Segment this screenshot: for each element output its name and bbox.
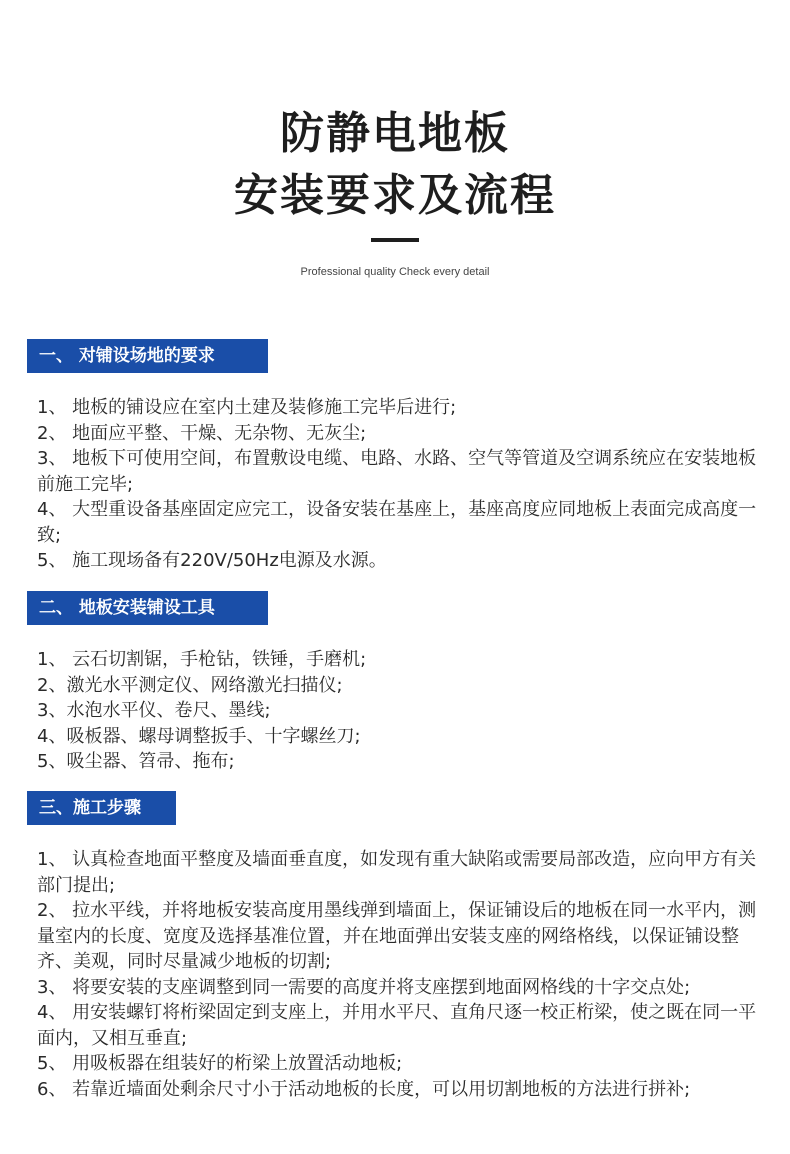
list-item: 3、 将要安装的支座调整到同一需要的高度并将支座摆到地面网格线的十字交点处; [37,976,691,998]
page-title-line-1: 防静电地板 [280,108,510,159]
list-item: 4、 大型重设备基座固定应完工，设备安装在基座上，基座高度应同地板上表面完成高度一致; [37,499,757,546]
title-divider [371,238,419,242]
section-heading-installation-tools: 二、 地板安装铺设工具 [27,591,268,625]
list-item: 5、 用吸板器在组装好的桁梁上放置活动地板; [37,1053,403,1074]
list-item: 6、 若靠近墙面处剩余尺寸小于活动地板的长度，可以用切割地板的方法进行拼补; [37,1078,691,1100]
list-item: 2、 拉水平线，并将地板安装高度用墨线弹到墙面上，保证铺设后的地板在同一水平内，测量室内的长度、宽度及选择基准位置，并在地面弹出安装支座的网络格线，以保证铺设整齐、美观，同时尽量减少地板的切割; [37,900,757,972]
list-item: 1、 地板的铺设应在室内土建及装修施工完毕后进行; [37,397,457,418]
section-heading-site-requirements: 一、 对铺设场地的要求 [27,339,268,373]
section-heading-construction-steps: 三、施工步骤 [27,791,176,825]
list-item: 3、水泡水平仪、卷尺、墨线; [37,700,271,721]
list-item: 2、激光水平测定仪、网络激光扫描仪; [37,674,343,696]
list-item: 2、 地面应平整、干燥、无杂物、无灰尘; [37,422,367,444]
list-item: 1、 认真检查地面平整度及墙面垂直度，如发现有重大缺陷或需要局部改造，应向甲方有关部门提出; [37,849,757,896]
list-item: 5、吸尘器、笤帚、拖布; [37,751,235,772]
list-item: 3、 地板下可使用空间，布置敷设电缆、电路、水路、空气等管道及空调系统应在安装地板前施工完毕; [37,448,757,495]
site-requirements-list [37,395,765,574]
list-item: 4、 用安装螺钉将桁梁固定到支座上，并用水平尺、直角尺逐一校正桁梁，使之既在同一平面内，又相互垂直; [37,1002,757,1049]
list-item: 1、 云石切割锯，手枪钻，铁锤，手磨机; [37,649,367,670]
page-subtitle: Professional quality Check every detail [300,266,490,278]
installation-tools-list [37,647,765,775]
page-title-line-2: 安装要求及流程 [234,170,556,221]
list-item: 4、吸板器、螺母调整扳手、十字螺丝刀; [37,725,361,747]
list-item: 5、 施工现场备有220V/50Hz电源及水源。 [37,550,387,571]
construction-steps-list [37,847,765,1102]
